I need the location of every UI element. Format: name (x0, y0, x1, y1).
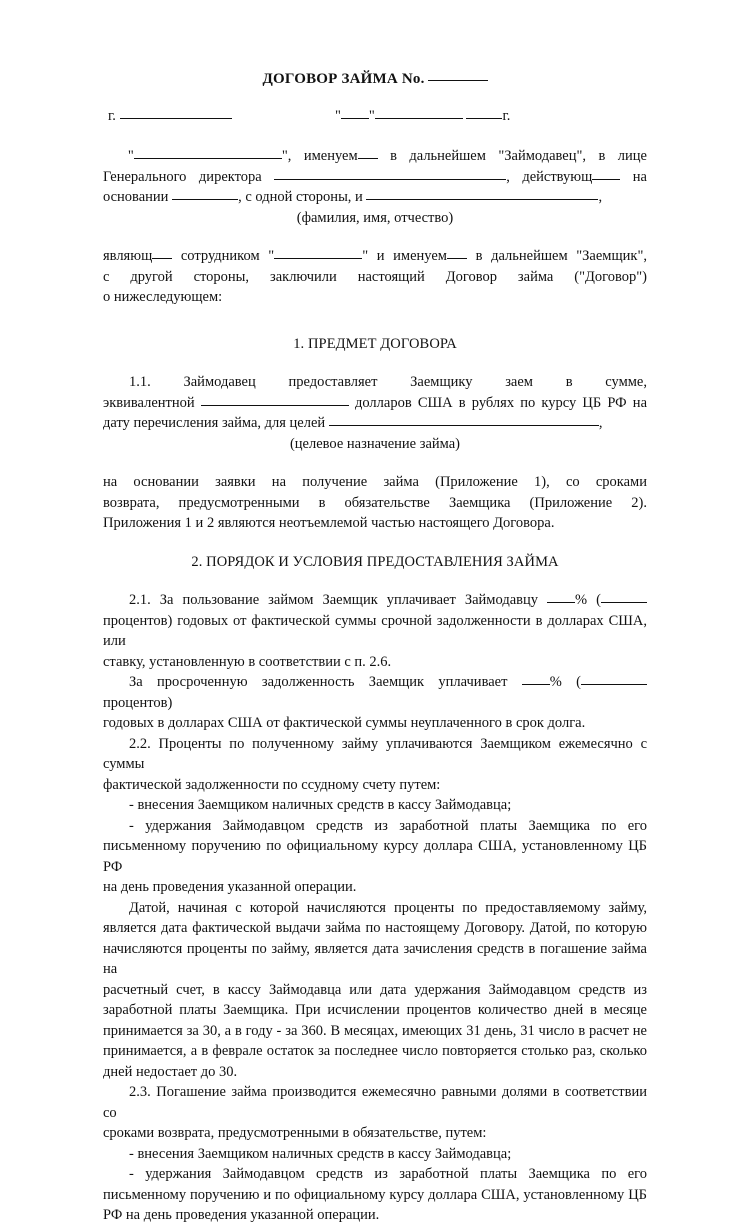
preamble-block-2 (103, 246, 647, 308)
clause-1-1-line-1: 1.1. Займодавец предоставляет Заемщику заем в сумме, (129, 374, 647, 390)
clause-2-2-bullet-2-line-1: - удержания Займодавцом средств из заработной платы Заемщика по его (129, 817, 647, 834)
clause-1-1-line3-end: , (598, 415, 603, 431)
lender-quote-open: " (127, 148, 134, 164)
city-field (108, 108, 232, 125)
clause-2-1-line1-text: 2.1. За пользование займом Заемщик уплачивает Займодавцу (129, 592, 538, 608)
clause-2-2-dates-line-5: заработной платы Заемщика. При исчислении процентов количество дней в месяце (103, 1002, 647, 1018)
spacer (103, 534, 647, 552)
clause-2-2-bullet-2-line-2: письменному поручению по официальному курсу доллара США, установленному ЦБ РФ (103, 838, 647, 875)
interest-rate-blank[interactable] (547, 602, 575, 603)
section-1-heading: 1. ПРЕДМЕТ ДОГОВОРА (293, 335, 457, 352)
acting-suffix-blank[interactable] (592, 179, 620, 180)
equivalent-label: эквивалентной (103, 394, 195, 411)
named-label: " и именуем (362, 248, 447, 264)
clause-2-1 (103, 590, 647, 672)
clause-2-2-dates-line-7: принимается, а в феврале остаток за последнее число повторяется столько раз, сколько (103, 1043, 647, 1059)
overdue-rate-blank[interactable] (522, 684, 550, 685)
preamble-line-6: о нижеследующем: (103, 289, 223, 305)
amount-usd-blank[interactable] (201, 405, 349, 406)
clause-1-1-line-3 (103, 413, 647, 434)
contract-number-blank[interactable] (428, 80, 488, 81)
clause-1-2-line-1: на основании заявки на получение займа (Приложение 1), со сроками (103, 474, 647, 490)
clause-2-2 (103, 734, 647, 898)
clause-2-1-overdue-line-1 (103, 672, 647, 713)
clause-2-3-bullet-1: - внесения Заемщиком наличных средств в кассу Займодавца; (129, 1145, 512, 1162)
clause-2-2-line-1: 2.2. Проценты по полученному займу уплачиваются Заемщиком ежемесячно с суммы (103, 735, 647, 772)
clause-2-3-bullet-2-line-1: - удержания Займодавцом средств из заработной платы Заемщика по его (129, 1166, 647, 1182)
spacer (103, 128, 647, 146)
director-label: Генерального директора (103, 168, 262, 185)
preamble-line1-end: в дальнейшем "Займодавец", в лице (390, 148, 647, 164)
clause-2-2-bullet-2-line-3: на день проведения указанной операции. (103, 879, 357, 895)
clause-1-2-line-2: возврата, предусмотренными в обязательстве Заемщика (Приложение 2). (103, 494, 647, 511)
preamble-line2-end: на (632, 168, 647, 185)
date-field (335, 108, 510, 125)
spacer (103, 572, 647, 590)
year-suffix: г. (502, 108, 511, 124)
acting-label: , действующ (506, 168, 593, 185)
date-quote-open: " (335, 108, 341, 124)
clause-2-1-overdue-line-2: годовых в долларах США от фактической суммы неуплаченного в срок долга. (103, 715, 586, 731)
year-blank[interactable] (466, 118, 502, 119)
city-label: г. (108, 108, 116, 124)
clause-2-2-dates-line-2: является дата фактической выдачи займа по настоящему Договору. Датой, по которую (103, 920, 647, 936)
being-label: являющ (103, 248, 153, 264)
employer-name-blank[interactable] (274, 258, 362, 259)
document-title-text: ДОГОВОР ЗАЙМА No. (262, 71, 425, 87)
overdue-percent-close: процентов) (103, 694, 173, 711)
preamble-line-3 (103, 187, 647, 208)
caption-fio: (фамилия, имя, отчество) (296, 209, 454, 226)
clause-2-2-line-2: фактической задолженности по ссудному счету путем: (103, 776, 441, 793)
overdue-percent-open: % ( (549, 674, 581, 690)
document-body (103, 0, 647, 1226)
clause-2-1-line-2: процентов) годовых от фактической суммы срочной задолженности в долларах США, или (103, 612, 647, 649)
day-blank[interactable] (341, 118, 369, 119)
section-2-heading: 2. ПОРЯДОК И УСЛОВИЯ ПРЕДОСТАВЛЕНИЯ ЗАЙМА (191, 553, 559, 570)
spacer (103, 308, 647, 334)
lender-name-blank[interactable] (134, 158, 282, 159)
clause-2-2-dates (103, 898, 647, 1083)
borrower-label: в дальнейшем "Заемщик", (475, 248, 647, 264)
month-blank[interactable] (375, 118, 463, 119)
clause-2-3-line-2: сроками возврата, предусмотренными в обязательстве, путем: (103, 1125, 487, 1141)
preamble-line-1 (103, 146, 647, 167)
date-quote-close: " (368, 108, 375, 124)
clause-2-1-line-3: ставку, установленную в соответствии с п. 2.6. (103, 653, 392, 670)
clause-1-1-line2-end: долларов США в рублях по курсу ЦБ РФ на (354, 394, 648, 411)
document-title (103, 70, 647, 88)
one-party-label: , с одной стороны, и (238, 189, 363, 205)
clause-2-2-bullet-1: - внесения Заемщиком наличных средств в кассу Займодавца; (129, 797, 512, 813)
clause-2-1-line-1 (103, 590, 647, 611)
clause-2-3-bullet-2-line-2: письменному поручению и по официальному курсу доллара США, установленному ЦБ (103, 1186, 647, 1203)
clause-2-3 (103, 1082, 647, 1226)
spacer (103, 454, 647, 472)
basis-label: основании (103, 189, 169, 205)
clause-1-1-line-2 (103, 393, 647, 414)
clause-1-2-line-3: Приложения 1 и 2 являются неотъемлемой частью настоящего Договора. (103, 515, 555, 531)
city-blank[interactable] (120, 118, 232, 119)
preamble-line-5: с другой стороны, заключили настоящий Договор займа ("Договор") (103, 268, 647, 285)
caption-loan-purpose: (целевое назначение займа) (289, 435, 461, 452)
clause-2-2-dates-line-6: принимается за 30, а в году - за 360. В месяцах, имеющих 31 день, 31 число в расчет не (103, 1022, 647, 1039)
spacer (103, 354, 647, 372)
basis-blank[interactable] (172, 199, 238, 200)
preamble-line-4 (103, 246, 647, 267)
percent-open: % ( (575, 592, 601, 608)
borrower-fio-blank[interactable] (366, 199, 598, 200)
director-name-blank[interactable] (274, 179, 506, 180)
named-suffix-blank[interactable] (447, 258, 467, 259)
clause-2-2-dates-line-4: расчетный счет, в кассу Займодавца или дата удержания Займодавцом средств из (103, 981, 647, 998)
lender-suffix-blank[interactable] (358, 158, 378, 159)
clause-2-2-dates-line-1: Датой, начиная с которой начисляются проценты по предоставляемому займу, (129, 899, 647, 916)
loan-purpose-blank[interactable] (329, 425, 599, 426)
interest-rate-words-blank[interactable] (601, 602, 647, 603)
preamble-line-2 (103, 167, 647, 188)
clause-2-3-bullet-2-line-3: РФ на день проведения указанной операции. (103, 1207, 380, 1223)
clause-2-2-dates-line-8: дней недостает до 30. (103, 1063, 238, 1080)
clause-1-1 (103, 372, 647, 454)
transfer-date-label: дату перечисления займа, для целей (103, 415, 326, 431)
preamble-line3-end: , (598, 189, 603, 205)
overdue-text: За просроченную задолженность Заемщик уплачивает (129, 674, 508, 690)
preamble-block (103, 146, 647, 228)
preamble-line1-tail: ", именуем (281, 148, 358, 164)
city-date-line (103, 108, 647, 128)
clause-2-1-overdue (103, 672, 647, 734)
spacer (103, 228, 647, 246)
employee-label: сотрудником " (180, 248, 275, 264)
clause-2-2-dates-line-3: начисляются проценты по займу, является дата зачисления средств в погашение займа на (103, 940, 647, 977)
overdue-rate-words-blank[interactable] (581, 684, 647, 685)
clause-1-2 (103, 472, 647, 534)
being-suffix-blank[interactable] (152, 258, 172, 259)
clause-2-3-line-1: 2.3. Погашение займа производится ежемесячно равными долями в соответствии со (103, 1084, 647, 1121)
